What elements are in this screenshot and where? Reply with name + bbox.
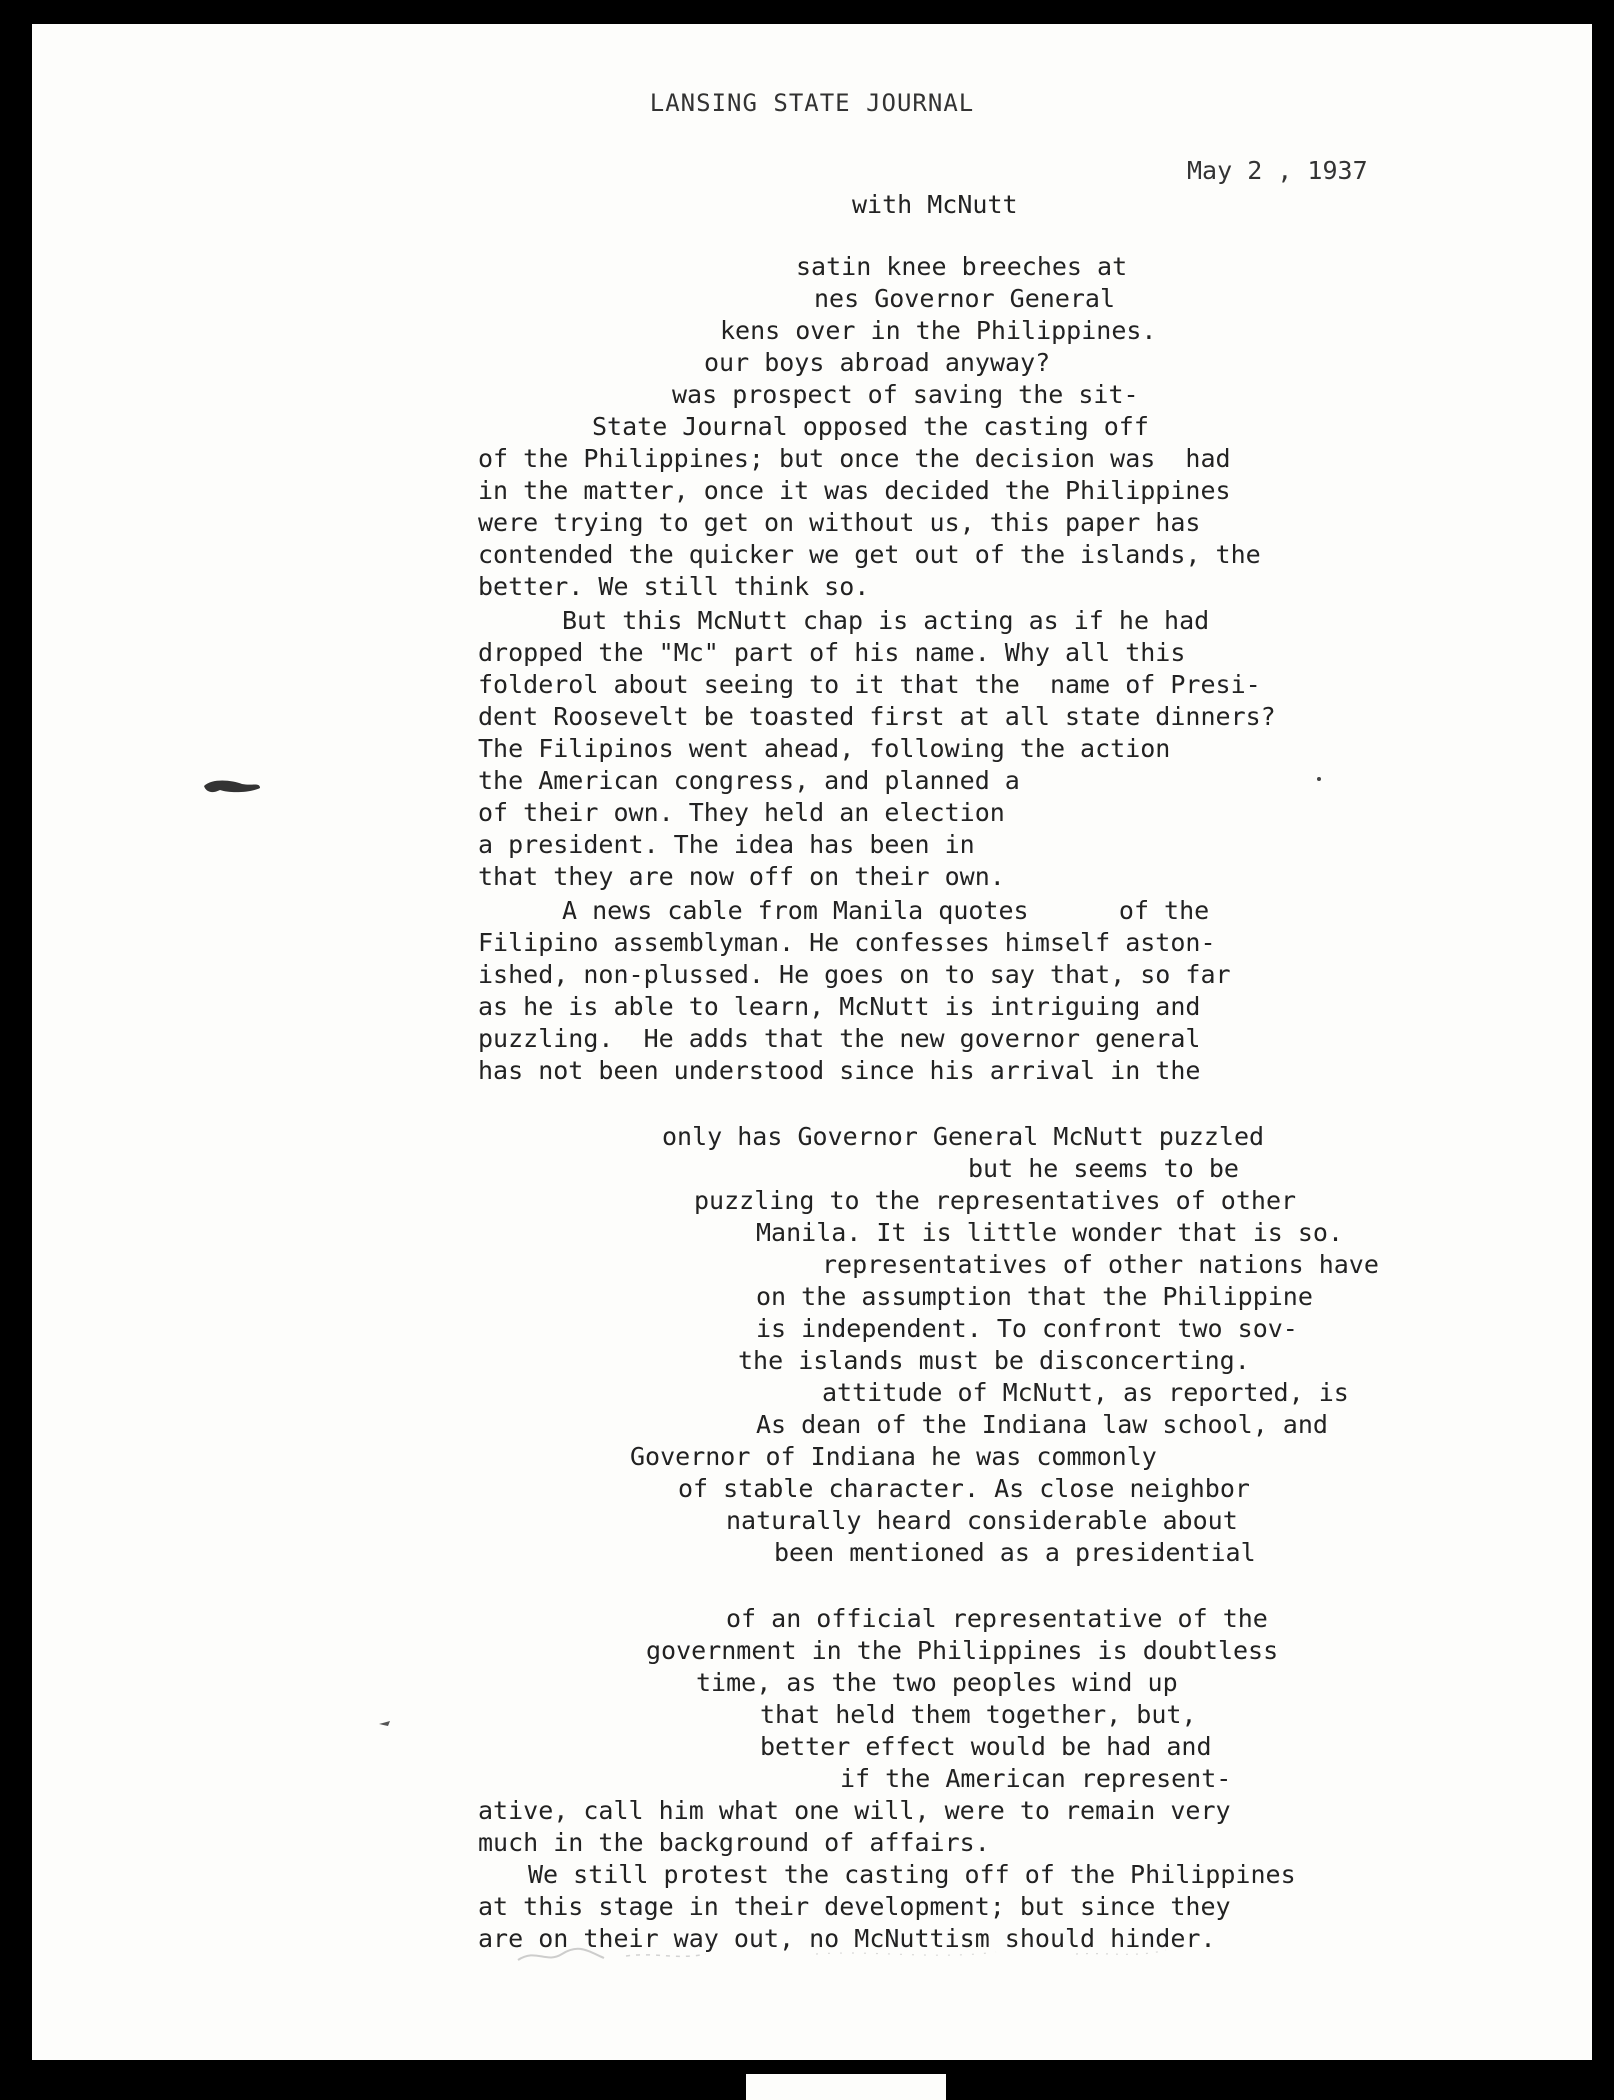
text-line: time, as the two peoples wind up — [696, 1668, 1178, 1697]
document-date: May 2 , 1937 — [1187, 156, 1368, 185]
text-line: of their own. They held an election — [478, 798, 1005, 827]
text-line: puzzling to the representatives of other — [694, 1186, 1297, 1215]
text-line: if the American represent- — [840, 1764, 1232, 1793]
text-line: ished, non-plussed. He goes on to say that, so far — [478, 960, 1231, 989]
text-line: has not been understood since his arrival in the — [478, 1056, 1201, 1085]
text-line: dropped the "Mc" part of his name. Why all this — [478, 638, 1186, 667]
text-line: The Filipinos went ahead, following the action — [478, 734, 1171, 763]
text-line: representatives of other nations have — [822, 1250, 1379, 1279]
text-line: nes Governor General — [814, 284, 1116, 313]
text-line: A news cable from Manila quotes of the — [562, 896, 1210, 925]
text-line: but he seems to be — [968, 1154, 1239, 1183]
text-line: were trying to get on without us, this paper has — [478, 508, 1201, 537]
text-line: Governor of Indiana he was commonly — [630, 1442, 1157, 1471]
text-line: State Journal opposed the casting off — [592, 412, 1149, 441]
text-line: kens over in the Philippines. — [720, 316, 1157, 345]
text-line: been mentioned as a presidential — [774, 1538, 1256, 1567]
faint-handwriting-mark — [516, 1942, 1176, 1968]
text-line: government in the Philippines is doubtless — [646, 1636, 1279, 1665]
text-line: only has Governor General McNutt puzzled — [662, 1122, 1265, 1151]
text-line: Manila. It is little wonder that is so. — [756, 1218, 1343, 1247]
headline-fragment: with McNutt — [852, 190, 1018, 219]
text-line: We still protest the casting off of the Philippines — [528, 1860, 1296, 1889]
text-line: of the Philippines; but once the decision was had — [478, 444, 1231, 473]
text-line: naturally heard considerable about — [726, 1506, 1238, 1535]
text-line: on the assumption that the Philippine — [756, 1282, 1313, 1311]
text-line: much in the background of affairs. — [478, 1828, 990, 1857]
text-line: dent Roosevelt be toasted first at all state dinners? — [478, 702, 1276, 731]
text-line: As dean of the Indiana law school, and — [756, 1410, 1328, 1439]
text-line: the American congress, and planned a — [478, 766, 1020, 795]
text-line: our boys abroad anyway? — [704, 348, 1051, 377]
text-line: was prospect of saving the sit- — [672, 380, 1139, 409]
text-line: of an official representative of the — [726, 1604, 1268, 1633]
document-page — [32, 24, 1592, 2060]
text-line: are on their way out, no McNuttism should hinder. — [478, 1924, 1216, 1953]
paper-tab — [746, 2074, 946, 2100]
newspaper-header: LANSING STATE JOURNAL — [649, 89, 975, 117]
text-line: is independent. To confront two sov- — [756, 1314, 1298, 1343]
text-line: a president. The idea has been in — [478, 830, 975, 859]
text-line: in the matter, once it was decided the Philippines — [478, 476, 1231, 505]
text-line: But this McNutt chap is acting as if he had — [562, 606, 1210, 635]
text-line: Filipino assemblyman. He confesses himself aston- — [478, 928, 1216, 957]
text-line: as he is able to learn, McNutt is intriguing and — [478, 992, 1201, 1021]
text-line: that they are now off on their own. — [478, 862, 1005, 891]
text-line: folderol about seeing to it that the name of Presi- — [478, 670, 1261, 699]
ink-speck — [378, 1718, 392, 1728]
text-line: satin knee breeches at — [796, 252, 1128, 281]
text-line: contended the quicker we get out of the islands, the — [478, 540, 1261, 569]
ink-smudge — [202, 774, 262, 798]
text-line: ative, call him what one will, were to remain very — [478, 1796, 1231, 1825]
ink-dot — [1314, 774, 1324, 784]
text-line: better. We still think so. — [478, 572, 870, 601]
text-line: that held them together, but, — [760, 1700, 1197, 1729]
text-line: of stable character. As close neighbor — [678, 1474, 1250, 1503]
text-line: better effect would be had and — [760, 1732, 1212, 1761]
text-line: at this stage in their development; but since they — [478, 1892, 1231, 1921]
text-line: puzzling. He adds that the new governor general — [478, 1024, 1201, 1053]
text-line: attitude of McNutt, as reported, is — [822, 1378, 1349, 1407]
text-line: the islands must be disconcerting. — [738, 1346, 1250, 1375]
